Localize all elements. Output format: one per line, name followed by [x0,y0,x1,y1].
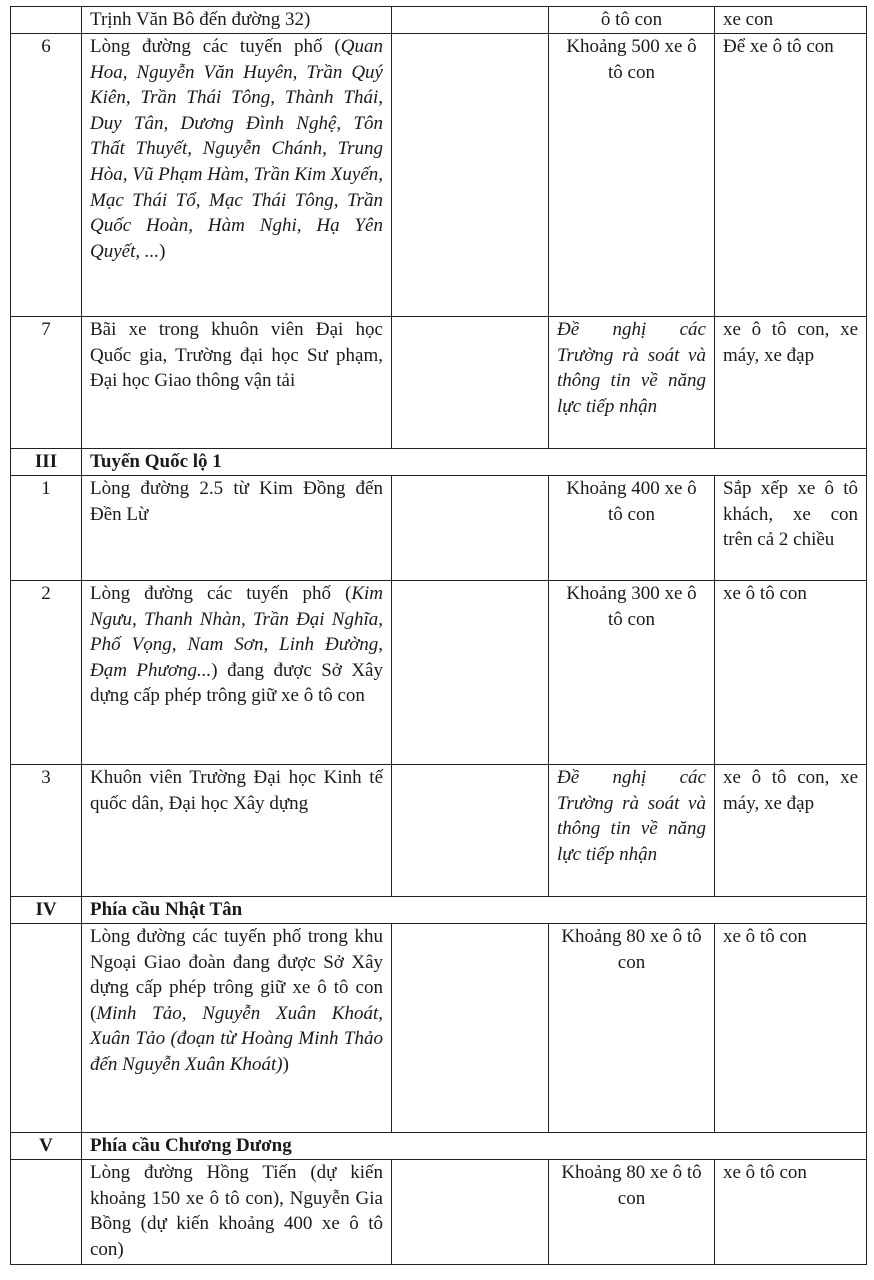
table-row [11,34,867,317]
location-cell [82,317,392,449]
vehicle-type-cell: xe ô tô con, xe máy, xe đạp [715,317,867,449]
vehicle-type-cell: xe ô tô con [715,1160,867,1265]
location-cell [82,924,392,1133]
vehicle-type-cell: xe ô tô con [715,581,867,765]
location-text: Lòng đường các tuyến phố trong khu Ngoại Giao đoàn đang được Sở Xây dựng cấp phép trông giữ xe ô tô con ( [90,926,383,1024]
row-number: 6 [11,34,82,317]
location-text: ) [282,1053,289,1075]
table-row [11,924,867,1133]
location-cell [82,581,392,765]
location-text: ) đang được Sở Xây dựng cấp phép trông giữ xe ô tô con [90,659,383,707]
section-row [11,449,867,476]
note-cell [392,581,549,765]
vehicle-type-cell: xe con [715,7,867,34]
row-number [11,1160,82,1265]
location-cell [82,7,392,34]
capacity-cell: Khoảng 80 xe ô tô con [549,924,715,1133]
section-number: IV [11,897,82,924]
location-text: Lòng đường các tuyến phố ( [90,36,341,57]
capacity-cell: Đề nghị các Trường rà soát và thông tin về năng lực tiếp nhận [549,765,715,897]
note-cell [392,7,549,34]
table-row [11,581,867,765]
location-text: Minh Tảo, Nguyễn Xuân Khoát, Xuân Tảo (đoạn từ Hoàng Minh Thảo đến Nguyễn Xuân Khoát) [90,1002,383,1075]
location-cell [82,1160,392,1265]
location-cell [82,34,392,317]
location-text: Bãi xe trong khuôn viên Đại học Quốc gia, Trường đại học Sư phạm, Đại học Giao thông vận tải [90,319,383,392]
vehicle-type-cell: Sắp xếp xe ô tô khách, xe con trên cả 2 chiều [715,476,867,581]
section-number: V [11,1133,82,1160]
location-cell [82,765,392,897]
capacity-cell: Khoảng 500 xe ô tô con [549,34,715,317]
table-row [11,317,867,449]
row-number [11,7,82,34]
section-row [11,897,867,924]
note-cell [392,317,549,449]
location-text: Lòng đường các tuyến phố ( [90,583,352,604]
location-text: Lòng đường 2.5 từ Kim Đồng đến Đền Lừ [90,478,383,525]
capacity-cell: ô tô con [549,7,715,34]
parking-table [10,6,867,1265]
location-text: Quan Hoa, Nguyễn Văn Huyên, Trần Quý Kiên, Trần Thái Tông, Thành Thái, Duy Tân, Dương Đình Nghệ, Tôn Thất Thuyết, Nguyễn Chánh, Trung Hòa, Vũ Phạm Hàm, Trần Kim Xuyến, Mạc Thái Tổ, Mạc Thái Tông, Trần Quốc Hoàn, Hàm Nghi, Hạ Yên Quyết, ... [90,36,383,262]
note-cell [392,765,549,897]
row-number: 1 [11,476,82,581]
capacity-cell: Khoảng 80 xe ô tô con [549,1160,715,1265]
table-row [11,1160,867,1265]
row-number: 3 [11,765,82,897]
parking-table-body [11,7,867,1265]
note-cell [392,1160,549,1265]
note-cell [392,476,549,581]
location-text: Lòng đường Hồng Tiến (dự kiến khoảng 150 xe ô tô con), Nguyễn Gia Bồng (dự kiến khoảng 400 xe ô tô con) [90,1162,383,1260]
note-cell [392,924,549,1133]
capacity-cell: Khoảng 300 xe ô tô con [549,581,715,765]
location-text: Kim Ngưu, Thanh Nhàn, Trần Đại Nghĩa, Phố Vọng, Nam Sơn, Linh Đường, Đạm Phương... [90,583,383,681]
location-text: Khuôn viên Trường Đại học Kinh tế quốc dân, Đại học Xây dựng [90,767,383,814]
location-cell [82,476,392,581]
table-row [11,7,867,34]
table-row [11,476,867,581]
row-number: 7 [11,317,82,449]
document-page [10,6,866,1265]
vehicle-type-cell: Để xe ô tô con [715,34,867,317]
row-number: 2 [11,581,82,765]
capacity-cell: Khoảng 400 xe ô tô con [549,476,715,581]
section-row [11,1133,867,1160]
section-number: III [11,449,82,476]
table-row [11,765,867,897]
vehicle-type-cell: xe ô tô con [715,924,867,1133]
vehicle-type-cell: xe ô tô con, xe máy, xe đạp [715,765,867,897]
section-title: Phía cầu Chương Dương [82,1133,867,1160]
location-text: ) [159,240,166,262]
note-cell [392,34,549,317]
section-title: Tuyến Quốc lộ 1 [82,449,867,476]
row-number [11,924,82,1133]
section-title: Phía cầu Nhật Tân [82,897,867,924]
capacity-cell: Đề nghị các Trường rà soát và thông tin về năng lực tiếp nhận [549,317,715,449]
location-text: Trịnh Văn Bô đến đường 32) [90,9,311,30]
